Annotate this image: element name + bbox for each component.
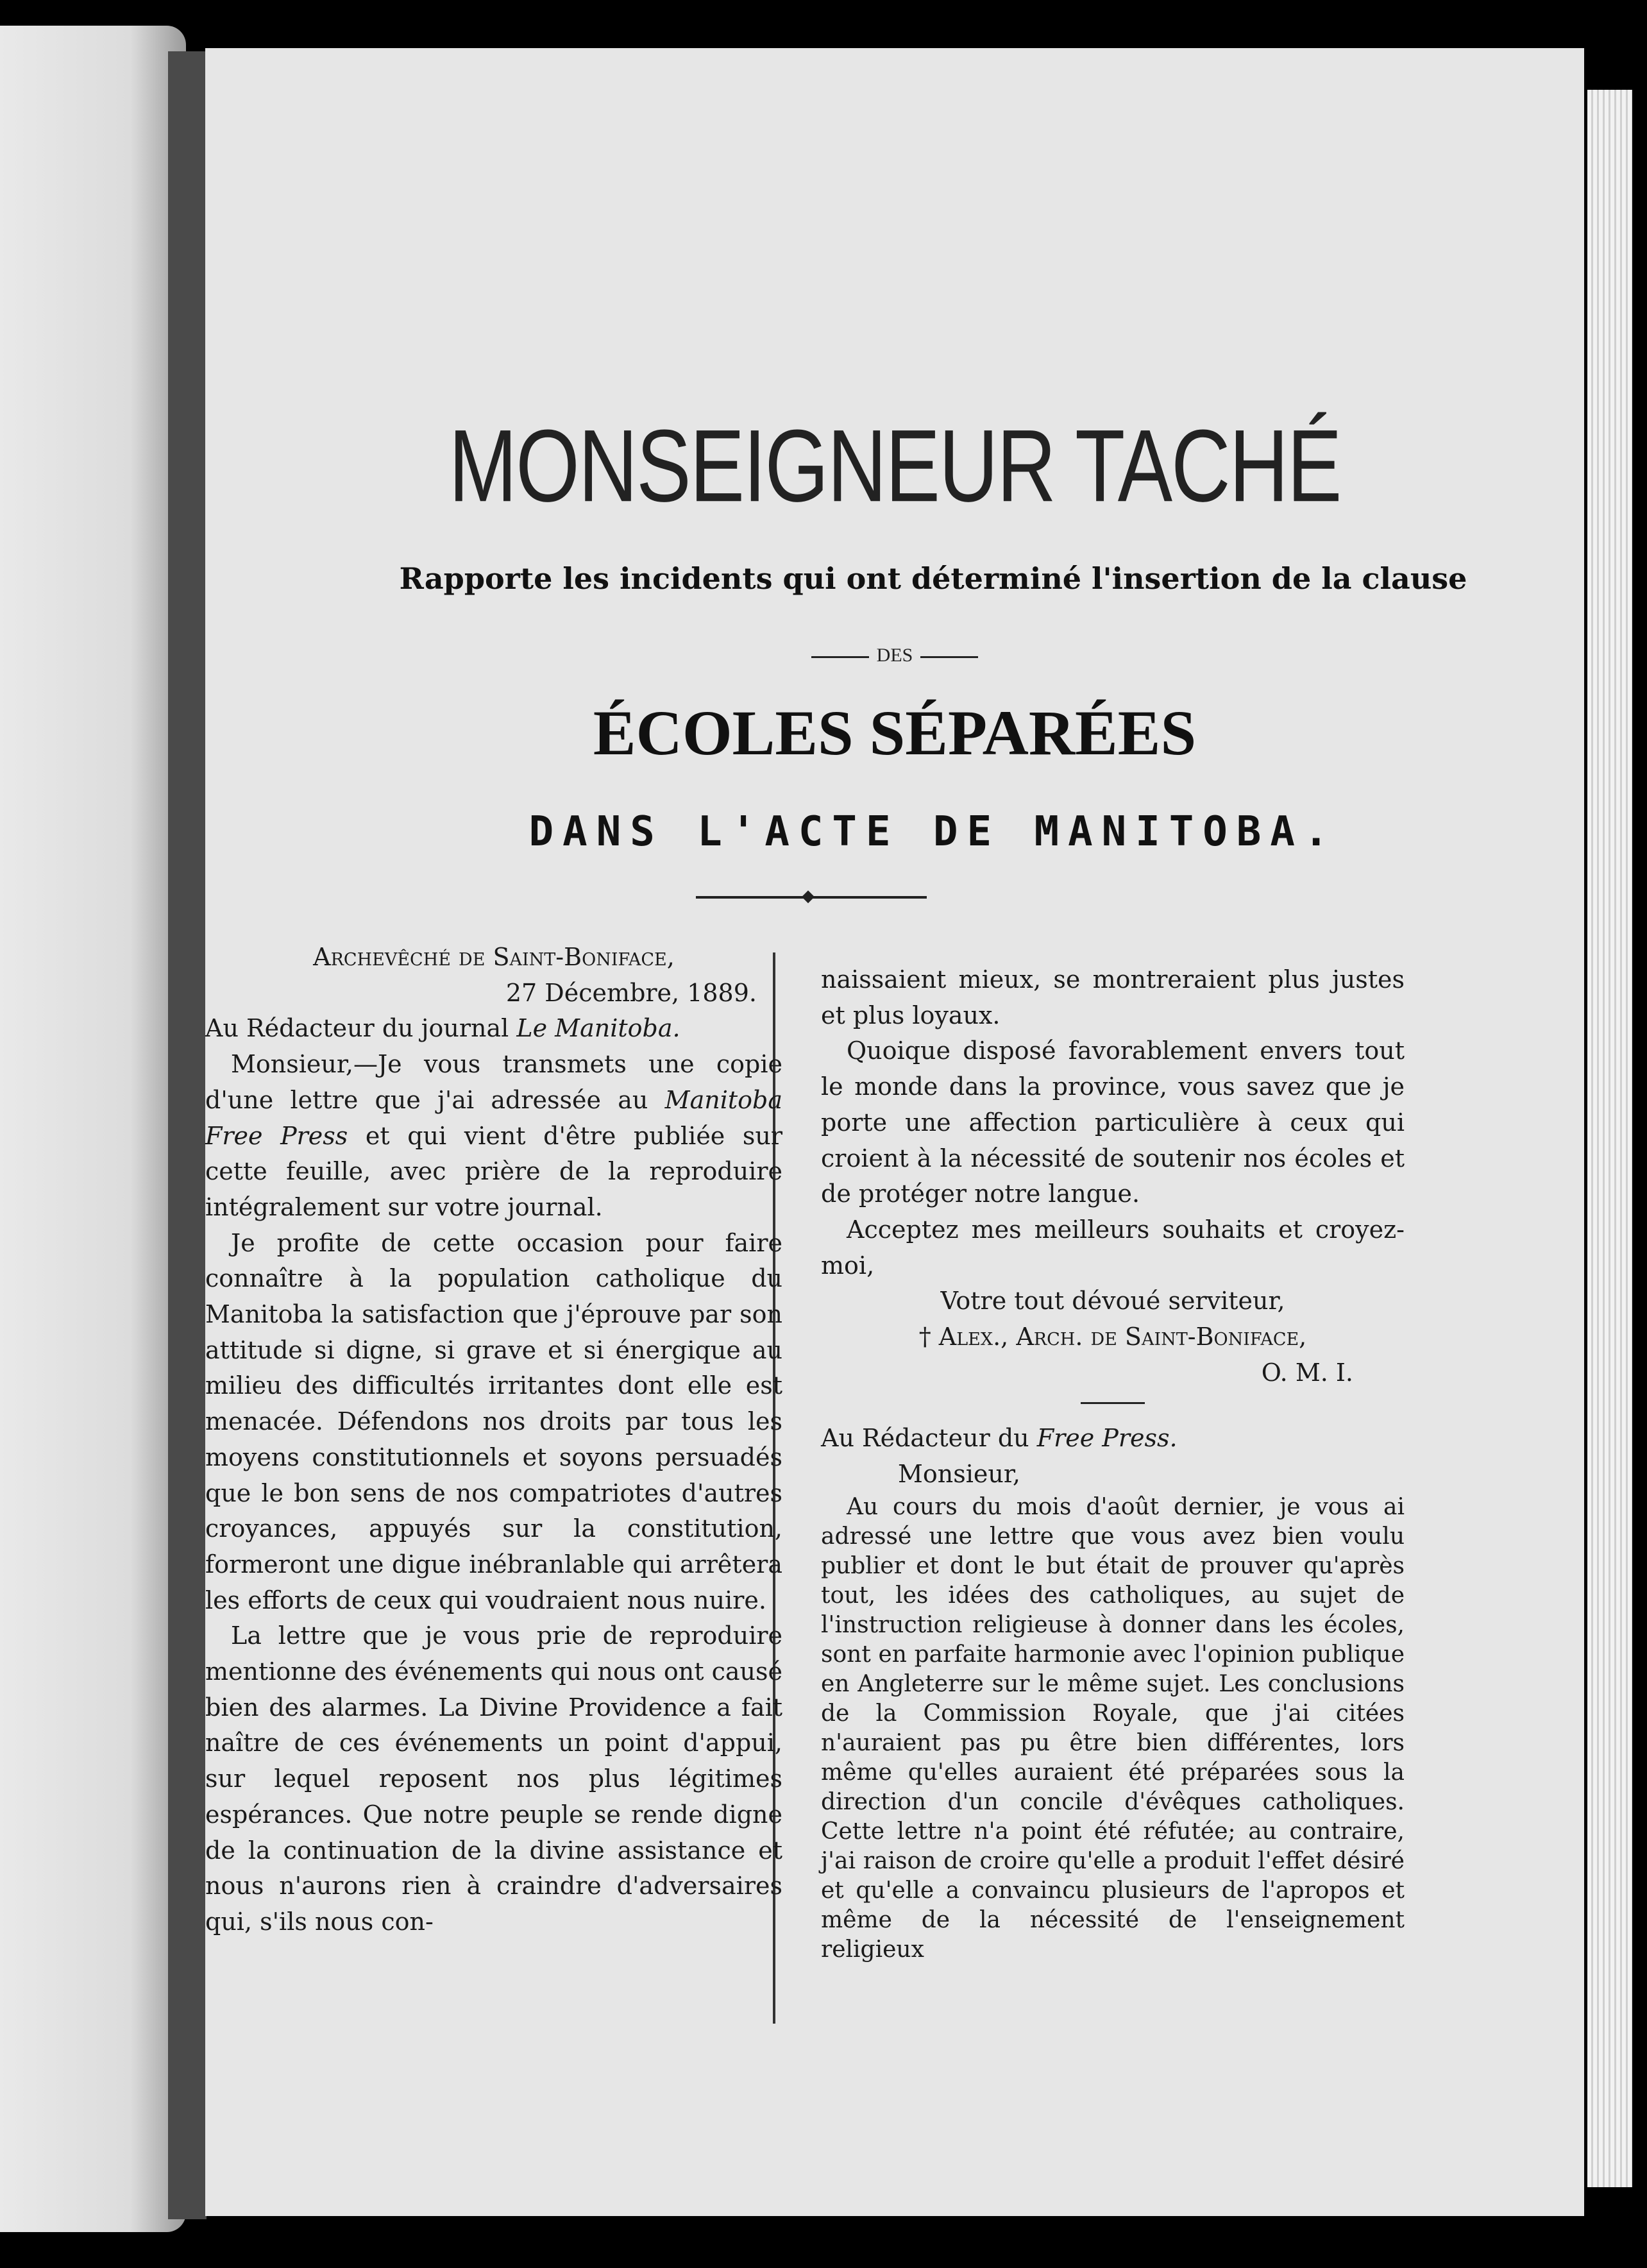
dense-paragraph-block: [821, 1493, 1405, 1965]
connector-des: [205, 645, 1584, 666]
letter-addressee: [205, 1011, 782, 1047]
addressee-journal: Le Manitoba.: [516, 1014, 680, 1043]
p1-end: et qui vient d'être publiée sur cette feuille, avec prière de la reproduire intégralement sur votre journal.: [205, 1121, 783, 1221]
book-spine: [168, 51, 207, 2219]
main-title: MONSEIGNEUR TACHÉ: [448, 409, 1341, 524]
ornamental-divider: [696, 896, 927, 899]
paragraph: Acceptez mes meilleurs souhaits et croyez-moi,: [821, 1215, 1405, 1280]
right-column: [821, 962, 1405, 1965]
document-page: [205, 48, 1584, 2216]
addressee2-journal: Free Press.: [1036, 1424, 1178, 1453]
letter-signature: † Alex., Arch. de Saint-Boniface,: [918, 1323, 1307, 1351]
connector-rule-right: [920, 656, 978, 658]
paragraph: Je profite de cette occasion pour faire connaître à la population catholique du Manitoba la satisfaction que j'éprouve par son attitude si digne, si grave et si énergique au milieu des difficultés irritantes dont elle est menacée. Défendons nos droits par tous les moyens constitutionnels et soyons persuadés que le bon sens de nos compatriotes d'autres croyances, appuyés sur la constitution, formeront une digue inébranlable qui arrêtera les efforts de ceux qui voudraient nous nuire.: [205, 1228, 782, 1614]
p1-journal: Manitoba Free Press: [205, 1085, 782, 1150]
section-heading: ÉCOLES SÉPARÉES: [593, 697, 1197, 768]
salutation: Monsieur,: [898, 1460, 1020, 1489]
addressee2-prefix: Au Rédacteur du: [821, 1424, 1037, 1453]
paragraph: [205, 1047, 782, 1226]
left-column: [205, 940, 782, 1940]
addressee-prefix: Au Rédacteur du journal: [205, 1014, 517, 1043]
paragraph: Quoique disposé favorablement envers tout le monde dans la province, vous savez que je porte une affection particulière à ceux qui croient à la nécessité de soutenir nos écoles et de protéger notre langue.: [821, 1037, 1405, 1208]
subtitle: Rapporte les incidents qui ont déterminé l'insertion de la clause: [399, 561, 1467, 596]
connector-rule-left: [811, 656, 869, 658]
section-subheading: DANS L'ACTE DE MANITOBA.: [528, 808, 1338, 856]
paragraph: naissaient mieux, se montreraient plus justes et plus loyaux.: [821, 965, 1405, 1029]
letter-closing: Votre tout dévoué serviteur,: [940, 1287, 1285, 1316]
facing-page: [0, 26, 186, 2232]
paragraph: La lettre que je vous prie de reproduire mentionne des événements qui nous ont causé bien des alarmes. La Divine Providence a fait naître de ces événements un point d'appui, sur lequel reposent nos plus légitimes espérances. Que notre peuple se rende digne de la continuation de la divine assistance et nous n'aurons rien à craindre d'adversaires qui, s'ils nous con-: [205, 1621, 782, 1936]
separator-rule: [1081, 1402, 1145, 1404]
letter-date: 27 Décembre, 1889.: [505, 978, 757, 1007]
paragraph: Au cours du mois d'août dernier, je vous ai adressé une lettre que vous avez bien voulu publier et dont le but était de prouver qu'après tout, les idées des catholiques, au sujet de l'instruction religieuse à donner dans les écoles, sont en parfaite harmonie avec l'opinion publique en Angleterre sur le même sujet. Les conclusions de la Commission Royale, que j'ai citées n'auraient pas pu être bien différentes, lors même qu'elles auraient été préparées sous la direction d'un concile d'évêques catholiques. Cette lettre n'a point été réfutée; au contraire, j'ai raison de croire qu'elle a produit l'effet désiré et qu'elle a convaincu plusieurs de l'apropos et même de la nécessité de l'enseignement religieux: [821, 1493, 1405, 1963]
second-addressee: [821, 1421, 1405, 1457]
letter-place: Archevêché de Saint-Boniface,: [313, 943, 675, 971]
connector-text: DES: [876, 645, 913, 666]
page-edges: [1587, 90, 1632, 2187]
signature-order: O. M. I.: [1261, 1358, 1353, 1387]
p1-start: Monsieur,—Je vous transmets une copie d'une lettre que j'ai adressée au: [205, 1050, 782, 1114]
